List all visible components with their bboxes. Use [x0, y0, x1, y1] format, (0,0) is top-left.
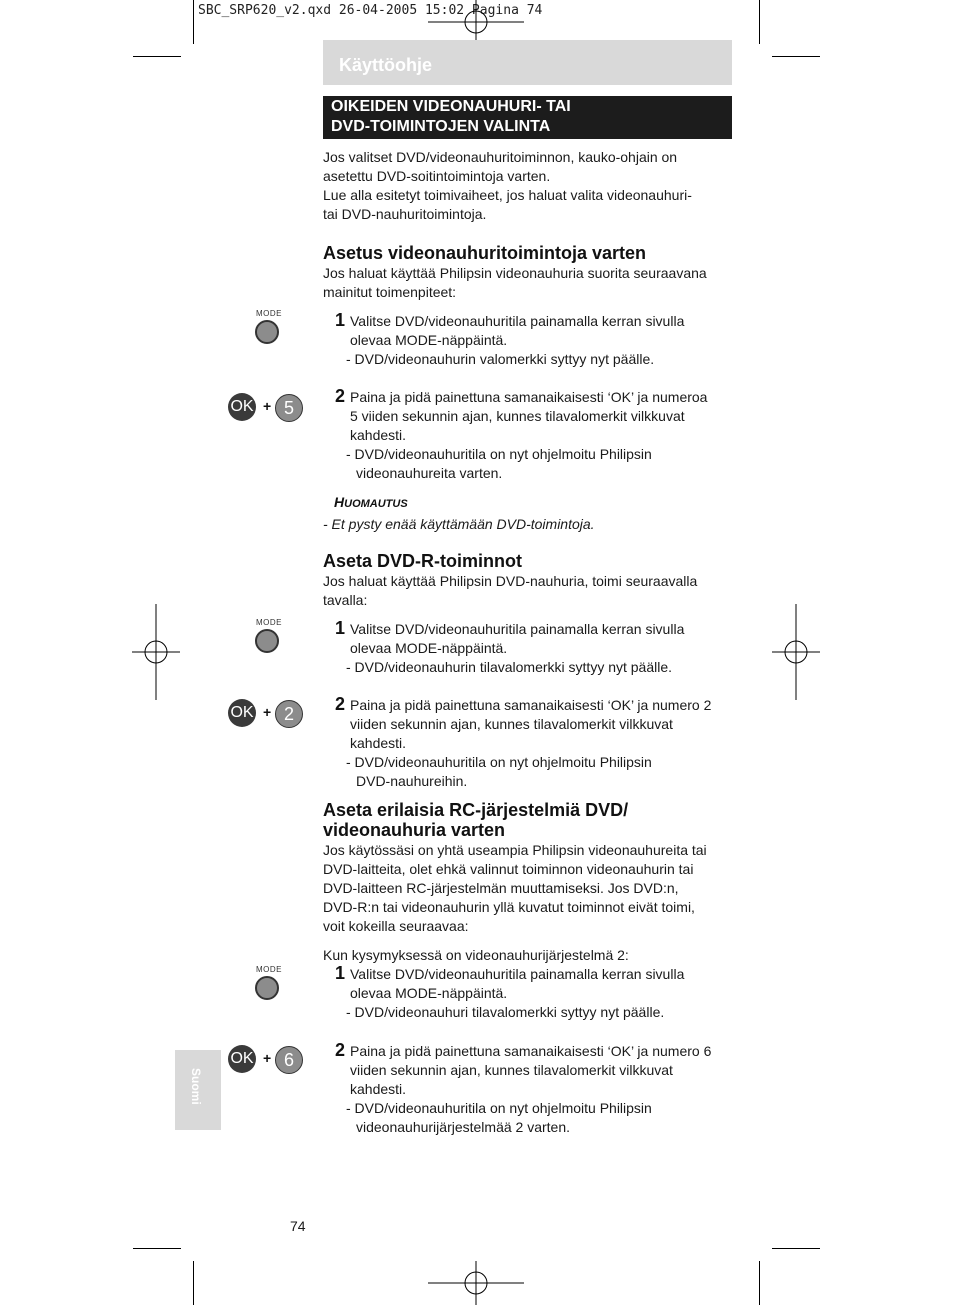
heading-line: videonauhuria varten: [323, 820, 506, 840]
dvdr-intro: [323, 572, 697, 610]
text-line: Jos haluat käyttää Philipsin videonauhuria suorita seuraavana: [323, 265, 707, 281]
crop-mark: [772, 1248, 820, 1249]
text-line: olevaa MODE-näppäintä.: [350, 985, 508, 1001]
text-line: Lue alla esitetyt toimivaiheet, jos haluat valita videonauhuri-: [323, 187, 692, 203]
ok-button-icon: OK: [228, 393, 256, 421]
heading-line: Aseta erilaisia RC-järjestelmiä DVD/: [323, 800, 629, 820]
step-number: 1: [335, 618, 346, 638]
text-line: voit kokeilla seuraavaa:: [323, 918, 469, 934]
text-line: tavalla:: [323, 592, 368, 608]
section-title-line: DVD-TOIMINTOJEN VALINTA: [331, 118, 551, 135]
crop-mark: [193, 0, 194, 44]
note-title: [334, 494, 408, 510]
vcr-heading: Asetus videonauhuritoimintoja varten: [323, 243, 647, 263]
plus-sign: +: [263, 398, 272, 414]
crop-mark: [133, 56, 181, 57]
text-line: videonauhureita varten.: [356, 465, 503, 481]
section-title-bar: [323, 96, 732, 139]
text-line: Valitse DVD/videonauhuritila painamalla kerran sivulla: [350, 621, 685, 637]
step-number: 2: [335, 386, 346, 406]
header-bar: [323, 40, 732, 85]
crop-mark: [772, 56, 820, 57]
crop-mark: [133, 1248, 181, 1249]
text-line: videonauhurijärjestelmää 2 varten.: [356, 1119, 571, 1135]
text-line: viiden sekunnin ajan, kunnes tilavalomerkit vilkkuvat: [350, 1062, 673, 1078]
step-text: [346, 388, 708, 483]
step-text: [346, 965, 685, 1022]
text-line: - DVD/videonauhuri tilavalomerkki syttyy nyt päälle.: [346, 1004, 665, 1020]
text-line: Valitse DVD/videonauhuritila painamalla kerran sivulla: [350, 313, 685, 329]
step-text: [346, 1042, 712, 1137]
text-line: Paina ja pidä painettuna samanaikaisesti ‘OK’ ja numero 6: [350, 1043, 712, 1059]
text-line: DVD-R:n tai videonauhurin yllä kuvatut toiminnot eivät toimi,: [323, 899, 695, 915]
note-title-rest: UOMAUTUS: [344, 498, 408, 510]
text-line: Jos valitset DVD/videonauhuritoiminnon, kauko-ohjain on: [323, 149, 678, 165]
crop-mark: [759, 0, 760, 44]
language-side-tab: [175, 1050, 221, 1130]
text-line: Jos käytössäsi on yhtä useampia Philipsin videonauhureita tai: [323, 842, 707, 858]
text-line: tai DVD-nauhuritoimintoja.: [323, 206, 487, 222]
plus-sign: +: [263, 1050, 272, 1066]
text-line: kahdesti.: [350, 735, 407, 751]
crop-mark: [759, 1261, 760, 1305]
step-text: [346, 312, 685, 369]
vcr-intro: [323, 264, 707, 302]
text-line: - DVD/videonauhurin tilavalomerkki syttyy nyt päälle.: [346, 659, 673, 675]
language-label: Suomi: [189, 1068, 203, 1105]
text-line: Paina ja pidä painettuna samanaikaisesti ‘OK’ ja numero 2: [350, 697, 712, 713]
registration-mark-right: [772, 604, 820, 700]
registration-mark-left: [132, 604, 180, 700]
mode-label: MODE: [256, 309, 282, 318]
text-line: 5 viiden sekunnin ajan, kunnes tilavalomerkit vilkkuvat: [350, 408, 685, 424]
print-slug: SBC_SRP620_v2.qxd 26-04-2005 15:02 Pagina 74: [198, 3, 543, 18]
crop-mark: [193, 1261, 194, 1305]
step-text: [346, 620, 685, 677]
number-button-icon: 6: [275, 1046, 303, 1074]
text-line: viiden sekunnin ajan, kunnes tilavalomerkit vilkkuvat: [350, 716, 673, 732]
text-line: DVD-nauhureihin.: [356, 773, 468, 789]
text-line: olevaa MODE-näppäintä.: [350, 332, 508, 348]
registration-mark-top: [428, 0, 524, 44]
mode-label: MODE: [256, 618, 282, 627]
step-number: 1: [335, 963, 346, 983]
text-line: - DVD/videonauhuritila on nyt ohjelmoitu Philipsin: [346, 446, 652, 462]
text-line: Jos haluat käyttää Philipsin DVD-nauhuria, toimi seuraavalla: [323, 573, 698, 589]
text-line: asetettu DVD-soitintoimintoja varten.: [323, 168, 551, 184]
text-line: - DVD/videonauhuritila on nyt ohjelmoitu Philipsin: [346, 754, 652, 770]
text-line: DVD-laitteen RC-järjestelmän muuttamiseksi. Jos DVD:n,: [323, 880, 679, 896]
mode-button-icon: [255, 976, 279, 1000]
note-title-initial: H: [334, 494, 345, 510]
registration-mark-bottom: [428, 1261, 524, 1305]
mode-button-icon: [255, 320, 279, 344]
note-text: - Et pysty enää käyttämään DVD-toimintoja.: [323, 516, 595, 532]
mode-button-icon: [255, 629, 279, 653]
rc-intro: [323, 841, 707, 936]
text-line: kahdesti.: [350, 1081, 407, 1097]
step-number: 2: [335, 694, 346, 714]
intro-paragraph: [323, 148, 692, 224]
step-number: 1: [335, 310, 346, 330]
number-button-icon: 5: [275, 394, 303, 422]
mode-label: MODE: [256, 965, 282, 974]
text-line: Valitse DVD/videonauhuritila painamalla kerran sivulla: [350, 966, 685, 982]
text-line: Paina ja pidä painettuna samanaikaisesti ‘OK’ ja numeroa: [350, 389, 708, 405]
text-line: olevaa MODE-näppäintä.: [350, 640, 508, 656]
text-line: DVD-laitteita, olet ehkä valinnut toiminnon videonauhurin tai: [323, 861, 694, 877]
plus-sign: +: [263, 704, 272, 720]
dvdr-heading: Aseta DVD-R-toiminnot: [323, 551, 522, 571]
step-text: [346, 696, 712, 791]
number-button-icon: 2: [275, 700, 303, 728]
text-line: mainitut toimenpiteet:: [323, 284, 457, 300]
text-line: - DVD/videonauhuritila on nyt ohjelmoitu Philipsin: [346, 1100, 652, 1116]
text-line: kahdesti.: [350, 427, 407, 443]
rc-question: Kun kysymyksessä on videonauhurijärjestelmä 2:: [323, 947, 629, 963]
step-number: 2: [335, 1040, 346, 1060]
ok-button-icon: OK: [228, 1045, 256, 1073]
rc-heading: [323, 800, 628, 840]
text-line: - DVD/videonauhurin valomerkki syttyy nyt päälle.: [346, 351, 655, 367]
header-title: Käyttöohje: [339, 55, 433, 75]
section-title-line: OIKEIDEN VIDEONAUHURI- TAI: [331, 98, 571, 115]
page-number: 74: [290, 1218, 306, 1234]
ok-button-icon: OK: [228, 699, 256, 727]
